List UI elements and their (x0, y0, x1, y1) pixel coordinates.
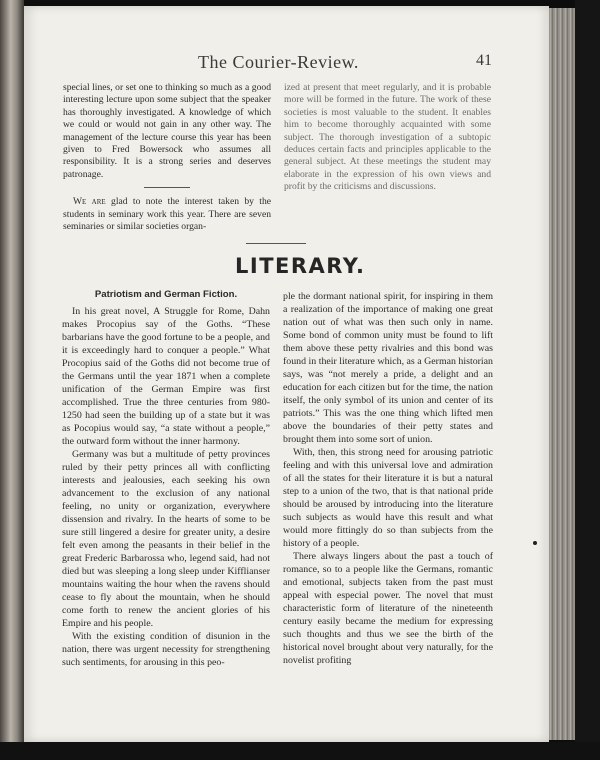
paragraph: In his great novel, A Struggle for Rome, Dahn makes Procopius say of the Goths. “These barbarians have the good fortune to be a people, and it is exceedingly hard to conquer a people.” What Procopius said of the Goths did not become true of the Germans until the year 1871 when a complete unification of the German Empire was first accomplished. True the three centuries from 980-1250 had seen the building up of a state but it was as Pocopius would say, “a state without a people,” the outward form without the inner harmony. (62, 306, 270, 447)
top-right-column (284, 82, 491, 194)
article-title: Patriotism and German Fiction. (94, 289, 238, 300)
paragraph: special lines, or set one to thinking so much as a good interesting lecture upon some subject that the speaker has thoroughly investigated. A knowledge of which we could or would not gain in any other way. The management of the lecture course this year has been given to Fred Bowersock who assumes all responsibility. It is a strong series and deserves patronage. (63, 82, 271, 180)
article-left-column (62, 288, 270, 669)
ink-spot (533, 541, 537, 545)
divider (144, 187, 190, 188)
paragraph-text: glad to note the interest taken by the students in seminary work this year. There are seven seminaries or similar societies organ- (63, 196, 272, 233)
small-caps-lead: We are (73, 196, 106, 208)
background-bottom (0, 742, 600, 760)
paragraph (63, 196, 271, 233)
paragraph: ple the dormant national spirit, for inspiring in them a realization of the importance of making one great nation out of what was then such only in name. Some bond of common unity must be found to lift them above these petty rivalries and this bond was found in their literature which, as a German historian says, was “not merely a pride, a delight and an education for each citizen but for the time, the nation itself, the only symbol of its union and center of its patriots.” This was the one thing which lifted men above the boundaries of their petty states and brought them into some sort of union. (283, 291, 493, 445)
background-right (575, 0, 600, 760)
article-right-column (283, 290, 493, 667)
section-heading: LITERARY. (235, 254, 366, 278)
paragraph: There always lingers about the past a touch of romance, so to a people like the Germans, romantic and emotional, subjects taken from the past must appeal with especial power. The novel that must characteristic form of literature of the nineteenth century easily became the medium for expressing such thoughts and thus we see the birth of the historical novel brought about very naturally, for the novelist profiting (283, 551, 493, 666)
top-left-column (63, 82, 271, 233)
left-page-edge (0, 0, 24, 760)
running-head: The Courier-Review. (198, 52, 359, 72)
section-rule (246, 243, 306, 244)
paragraph: With, then, this strong need for arousing patriotic feeling and with this universal love and admiration of all the states for their literature it is but a natural step to a union of the two, that is that national pride should be aroused by introducing into the literature such subjects as would have this result and what would more fittingly do so than subjects from the history of a people. (283, 447, 493, 549)
page-edges (549, 8, 575, 740)
paragraph: ized at present that meet regularly, and it is probable more will be formed in the future. The work of these societies is most valuable to the student. It enables him to become thoroughly acquainted with some subject. The thorough investigation of a subtopic deduces certain facts and principles applicable to the general subject. At these meetings the student may elaborate in the expression of his own views and profit by the criticisms and discussions. (284, 82, 491, 193)
paragraph: With the existing condition of disunion in the nation, there was urgent necessity for strengthening such sentiments, for arousing in this peo- (62, 631, 270, 668)
paragraph: Germany was but a multitude of petty provinces ruled by their petty princes all with conflicting interests and jealousies, each seeking his own advancement to the exclusion of any national feeling, no unity or organization, everywhere dissension and rivalry. In the hearts of some to be sure still lingered a desire for greater unity, a desire felt even among the peasants in their belief in the great Frederic Barbarossa who, legend said, had not died but was sleeping a long sleep under Kifflianser mountains waiting the hour when the ravens should cease to fly about the mountain, when he should come forth to renew the ancient glories of his Empire and his people. (62, 449, 270, 629)
page-number: 41 (476, 52, 492, 69)
